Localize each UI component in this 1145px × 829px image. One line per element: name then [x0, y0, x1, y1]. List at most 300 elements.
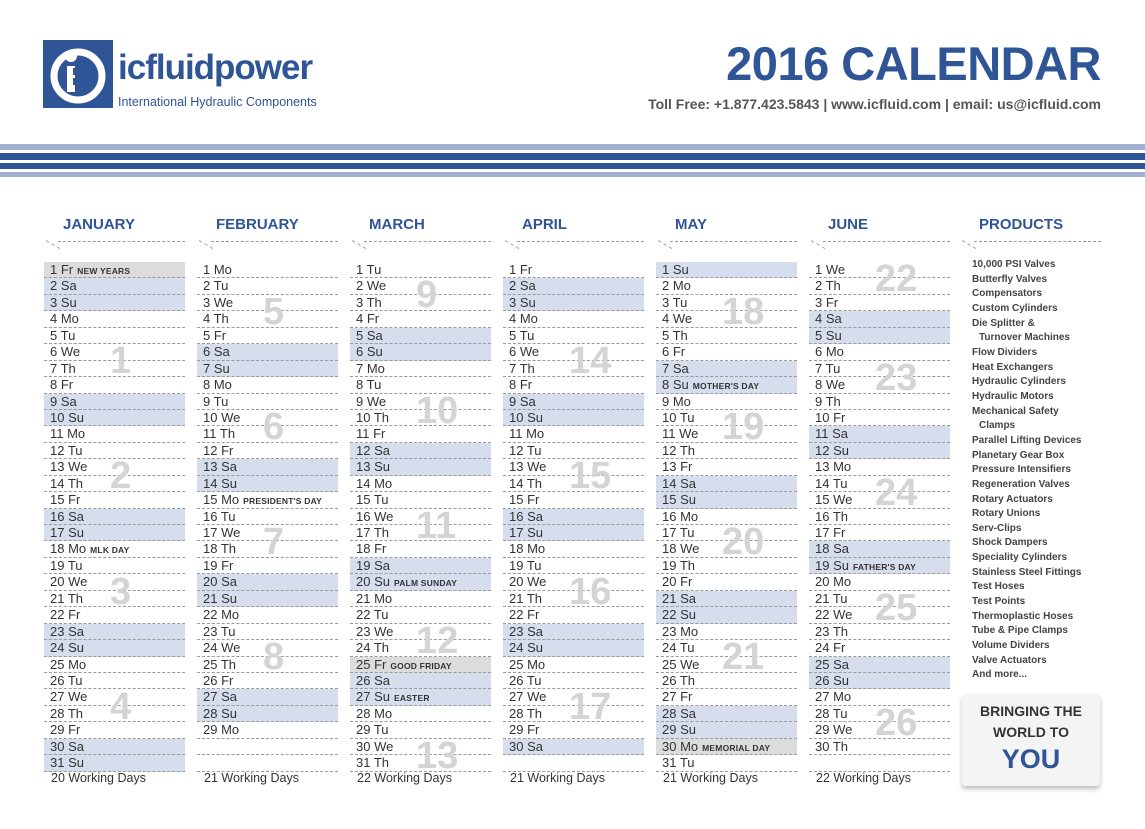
day-row: [350, 739, 491, 755]
day-label: 6 Fr: [662, 344, 686, 360]
day-row: [350, 509, 491, 525]
day-row: [44, 394, 185, 410]
day-row: [44, 361, 185, 377]
day-label: 21 Mo: [356, 590, 393, 606]
day-label: 27 Mo: [815, 689, 852, 705]
holiday-note: GOOD FRIDAY: [390, 660, 452, 671]
week-number: 6: [263, 406, 285, 449]
day-label: 23 Th: [815, 623, 849, 639]
month-heading: JANUARY: [63, 216, 135, 233]
day-label: 21 Sa: [662, 590, 696, 606]
product-item: Planetary Gear Box: [972, 449, 1065, 461]
day-row: [809, 443, 950, 459]
day-row: [656, 410, 797, 426]
product-item: Clamps: [979, 420, 1016, 432]
day-label: 21 Th: [509, 590, 543, 606]
day-label: 11 Sa: [815, 426, 849, 442]
day-label: 11 We: [662, 426, 699, 442]
day-label: 28 Th: [509, 705, 543, 721]
week-number: 19: [722, 406, 765, 449]
day-row: [809, 426, 950, 442]
day-label: 10 Su: [50, 409, 84, 425]
day-label: 17 Tu: [662, 525, 695, 540]
day-label: 12 Fr: [203, 442, 234, 458]
logo-name: icfluidpower: [118, 48, 313, 87]
day-row: [503, 361, 644, 377]
week-number: 14: [569, 340, 612, 383]
week-number: 25: [875, 587, 918, 629]
day-label: 20 Fr: [662, 574, 693, 590]
stripe: [0, 144, 1145, 150]
day-label: 13 We: [50, 459, 88, 475]
day-label: 14 Th: [509, 475, 543, 491]
day-row: [197, 377, 338, 393]
day-row: [656, 377, 797, 393]
day-label: 18 Th: [203, 541, 237, 557]
working-days: 22 Working Days: [816, 771, 911, 785]
day-label: 9 Sa: [509, 393, 536, 409]
day-label: 20 Sa: [203, 574, 237, 590]
day-row: [656, 673, 797, 689]
day-label: 29 Su: [662, 722, 696, 738]
day-label: 10 Su: [509, 409, 543, 425]
day-row: [44, 673, 185, 689]
day-label: 19 Tu: [50, 557, 83, 573]
day-label: 29 We: [815, 722, 853, 738]
product-item: Test Points: [972, 596, 1026, 608]
day-label: 13 Mo: [815, 459, 852, 475]
day-row: [809, 492, 950, 508]
day-row: [656, 607, 797, 623]
day-label: 21 Su: [203, 590, 237, 606]
day-label: 1 Mo: [203, 262, 232, 277]
product-item: Valve Actuators: [972, 654, 1047, 666]
day-row: [503, 657, 644, 673]
day-label: 28 Sa: [662, 705, 696, 721]
product-item: 10,000 PSI Valves: [972, 259, 1056, 270]
day-list: [809, 258, 950, 772]
day-row: [503, 344, 644, 360]
day-label: 22 Fr: [509, 607, 540, 623]
day-row: [44, 311, 185, 327]
day-row: [503, 377, 644, 393]
holiday-note: MOTHER'S DAY: [692, 381, 760, 392]
day-label: 25 Th: [203, 656, 237, 672]
day-label: 27 Fr: [662, 689, 693, 705]
day-label: 4 Th: [203, 311, 229, 327]
product-item: Serv-Clips: [972, 522, 1022, 534]
products-heading: PRODUCTS: [979, 216, 1064, 233]
day-label: 27 We: [50, 689, 88, 705]
day-label: 8 Mo: [203, 377, 232, 393]
day-label: 11 Th: [203, 426, 236, 442]
product-item: Rotary Unions: [972, 508, 1041, 520]
day-row: [44, 722, 185, 738]
day-label: 11 Fr: [356, 426, 386, 442]
day-row: [197, 262, 338, 278]
day-row: [809, 574, 950, 590]
day-row: [503, 574, 644, 590]
day-row: [350, 476, 491, 492]
product-item: Thermoplastic Hoses: [972, 610, 1074, 622]
week-number: 17: [569, 685, 612, 728]
day-label: 5 Fr: [203, 327, 227, 343]
day-label: 5 Sa: [356, 327, 383, 343]
day-row: [656, 640, 797, 656]
day-row: [503, 689, 644, 705]
day-label: 26 Th: [662, 672, 696, 688]
page-title: 2016 CALENDAR: [726, 37, 1101, 90]
day-label: 26 Fr: [203, 672, 234, 688]
product-item: Volume Dividers: [972, 640, 1050, 652]
day-label: 7 Th: [50, 360, 76, 376]
day-label: 18 Fr: [356, 541, 387, 557]
day-row: [44, 295, 185, 311]
day-row: [44, 706, 185, 722]
week-number: 3: [110, 570, 132, 613]
slogan-banner: [962, 694, 1100, 786]
day-row: [809, 739, 950, 755]
day-row: [197, 689, 338, 705]
day-label: 7 Sa: [662, 360, 689, 376]
week-number: 13: [416, 735, 459, 778]
day-row: [197, 410, 338, 426]
day-label: 25 Mo: [50, 656, 87, 672]
day-label: 30 We: [356, 738, 394, 754]
day-label: 30 Mo: [662, 738, 699, 754]
day-row: [197, 295, 338, 311]
day-row: [350, 377, 491, 393]
day-row: [656, 361, 797, 377]
day-label: 13 Fr: [662, 459, 693, 475]
logo-mark: [43, 40, 113, 108]
product-item: Regeneration Valves: [972, 478, 1070, 490]
day-label: 12 Tu: [509, 442, 542, 458]
day-row: [809, 311, 950, 327]
working-days: 21 Working Days: [204, 771, 299, 785]
day-label: 12 Su: [815, 442, 849, 458]
day-row: [656, 689, 797, 705]
month-heading: JUNE: [828, 216, 869, 233]
slogan-line-2: WORLD TO: [993, 724, 1069, 740]
day-label: 15 Su: [662, 492, 696, 508]
day-row: [809, 459, 950, 475]
day-label: 16 Mo: [662, 508, 699, 524]
day-label: 1 Tu: [356, 262, 382, 277]
day-row: [350, 262, 491, 278]
day-label: 3 We: [203, 294, 234, 310]
product-item: Mechanical Safety: [972, 405, 1059, 417]
day-row: [809, 525, 950, 541]
week-number: 15: [569, 455, 612, 498]
heading-rule: [350, 235, 491, 243]
day-row: [350, 755, 491, 771]
product-item: And more...: [972, 669, 1028, 681]
day-label: 3 Tu: [662, 294, 688, 310]
day-row: [503, 640, 644, 656]
slogan-line-3: YOU: [1001, 744, 1061, 774]
day-row: [197, 624, 338, 640]
day-row: [656, 295, 797, 311]
heading-rule: [503, 235, 644, 243]
working-days: 20 Working Days: [51, 771, 146, 785]
week-number: 16: [569, 570, 612, 613]
holiday-note: MEMORIAL DAY: [702, 742, 771, 753]
day-label: 19 Su: [815, 557, 849, 573]
month-heading: APRIL: [522, 216, 567, 233]
day-label: 26 Tu: [509, 672, 542, 688]
week-number: 21: [722, 636, 765, 679]
day-label: 12 Tu: [50, 442, 83, 458]
day-label: 3 Fr: [815, 294, 839, 310]
day-row: [809, 476, 950, 492]
day-label: 15 Fr: [509, 492, 540, 508]
day-row: [350, 657, 491, 673]
day-label: 2 Sa: [509, 278, 536, 294]
week-number: 5: [263, 290, 285, 333]
day-row: [350, 722, 491, 738]
day-label: 6 Mo: [815, 344, 844, 360]
day-row: [503, 459, 644, 475]
day-row: [44, 624, 185, 640]
products-panel: [960, 215, 1101, 681]
day-label: 8 Su: [662, 377, 689, 393]
day-label: 15 Fr: [50, 492, 81, 508]
day-row: [197, 394, 338, 410]
day-row: [197, 640, 338, 656]
day-row: [350, 410, 491, 426]
day-row: [809, 295, 950, 311]
day-label: 19 Fr: [203, 557, 234, 573]
day-label: 13 We: [509, 459, 547, 475]
day-row: [197, 492, 338, 508]
day-label: 27 Su: [356, 689, 390, 705]
day-row: [656, 344, 797, 360]
day-label: 9 Mo: [662, 393, 691, 409]
day-row: [350, 558, 491, 574]
day-label: 29 Fr: [50, 722, 81, 738]
day-row: [656, 492, 797, 508]
month-may: [656, 215, 797, 785]
day-label: 7 Tu: [815, 360, 841, 376]
day-label: 5 Tu: [509, 327, 535, 343]
day-row: [809, 410, 950, 426]
day-label: 15 Tu: [356, 492, 389, 508]
day-label: 24 Su: [509, 640, 543, 656]
day-row: [656, 755, 797, 771]
heading-rule: [960, 235, 1101, 243]
day-row: [503, 262, 644, 278]
day-row: [350, 541, 491, 557]
contact-info: Toll Free: +1.877.423.5843 | www.icfluid.com | email: us@icfluid.com: [648, 96, 1101, 112]
day-row: [656, 541, 797, 557]
week-number: 26: [875, 702, 918, 745]
day-row: [656, 278, 797, 294]
day-label: 7 Th: [509, 360, 535, 376]
day-label: 19 Sa: [356, 557, 390, 573]
day-row: [809, 558, 950, 574]
day-row: [656, 591, 797, 607]
week-number: 8: [263, 636, 285, 679]
day-row: [809, 706, 950, 722]
day-row: [656, 739, 797, 755]
day-label: 24 Su: [50, 640, 84, 656]
day-row: [350, 394, 491, 410]
day-row: [503, 410, 644, 426]
day-row: [656, 657, 797, 673]
day-label: 16 Sa: [50, 508, 84, 524]
day-label: 7 Su: [203, 360, 230, 376]
day-row: [350, 443, 491, 459]
week-number: 9: [416, 274, 438, 317]
day-row: [503, 673, 644, 689]
day-row: [656, 558, 797, 574]
day-row: [656, 262, 797, 278]
day-row: [197, 426, 338, 442]
day-label: 5 Su: [815, 327, 842, 343]
day-label: 16 Th: [815, 508, 849, 524]
week-number: 4: [110, 685, 132, 728]
day-row: [350, 689, 491, 705]
day-row: [809, 328, 950, 344]
stripe: [0, 153, 1145, 160]
day-row: [809, 755, 950, 771]
day-row: [350, 607, 491, 623]
day-label: 10 Th: [356, 409, 390, 425]
day-label: 31 Tu: [662, 755, 695, 771]
day-row: [44, 525, 185, 541]
day-row: [197, 722, 338, 738]
day-label: 6 We: [509, 344, 540, 360]
day-row: [503, 591, 644, 607]
day-row: [503, 492, 644, 508]
day-label: 25 Mo: [509, 656, 546, 672]
day-row: [44, 262, 185, 278]
day-label: 8 Fr: [509, 377, 533, 393]
day-row: [656, 426, 797, 442]
day-row: [44, 476, 185, 492]
day-label: 5 Tu: [50, 327, 76, 343]
day-label: 17 Su: [509, 525, 543, 540]
day-label: 19 Tu: [509, 557, 542, 573]
month-april: [503, 215, 644, 785]
day-label: 30 Th: [815, 738, 849, 754]
header-stripes: [0, 144, 1145, 180]
day-label: 26 Sa: [356, 672, 390, 688]
heading-rule: [197, 235, 338, 243]
day-label: 2 We: [356, 278, 387, 294]
day-label: 24 Tu: [662, 640, 695, 656]
product-item: Speciality Cylinders: [972, 552, 1068, 564]
day-row: [350, 295, 491, 311]
day-row: [503, 525, 644, 541]
day-label: 22 Tu: [356, 607, 389, 623]
day-label: 27 Sa: [203, 689, 237, 705]
day-label: 25 Sa: [815, 656, 849, 672]
day-list: [656, 262, 797, 772]
day-label: 22 We: [815, 607, 853, 623]
day-row: [44, 607, 185, 623]
day-label: 21 Th: [50, 590, 84, 606]
day-row: [503, 739, 644, 755]
day-row: [350, 591, 491, 607]
day-label: 29 Fr: [509, 722, 540, 738]
day-label: 20 Mo: [815, 574, 852, 590]
day-row: [197, 344, 338, 360]
holiday-note: EASTER: [393, 693, 430, 704]
day-label: 24 Th: [356, 640, 390, 656]
day-label: 9 Th: [815, 393, 841, 409]
day-row: [656, 525, 797, 541]
heading-rule: [809, 235, 950, 243]
day-label: 29 Mo: [203, 722, 240, 738]
day-row: [503, 443, 644, 459]
day-label: 18 Mo: [509, 541, 546, 557]
day-row: [809, 689, 950, 705]
day-row: [350, 459, 491, 475]
day-row: [44, 492, 185, 508]
day-row: [44, 426, 185, 442]
day-row: [809, 361, 950, 377]
day-row: [44, 328, 185, 344]
product-item: Shock Dampers: [972, 537, 1048, 549]
product-item: Compensators: [972, 288, 1043, 300]
day-row: [350, 278, 491, 294]
day-row: [350, 361, 491, 377]
day-label: 11 Mo: [50, 426, 86, 442]
products-list: [972, 258, 1082, 683]
day-label: 14 Tu: [815, 475, 848, 491]
day-label: 12 Sa: [356, 442, 390, 458]
day-row: [350, 706, 491, 722]
day-label: 23 Tu: [203, 623, 236, 639]
day-row: [809, 541, 950, 557]
day-label: 3 Th: [356, 294, 382, 310]
holiday-note: MLK DAY: [90, 545, 130, 556]
day-label: 20 We: [509, 574, 547, 590]
holiday-note: NEW YEARS: [77, 266, 131, 276]
day-label: 18 Mo: [50, 541, 87, 557]
day-row: [350, 525, 491, 541]
day-label: 2 Tu: [203, 278, 229, 294]
day-label: 10 Fr: [815, 409, 846, 425]
working-days: 22 Working Days: [357, 771, 452, 785]
day-row: [197, 739, 338, 755]
day-row: [503, 624, 644, 640]
day-row: [44, 410, 185, 426]
day-label: 13 Sa: [203, 459, 237, 475]
day-label: 22 Fr: [50, 607, 81, 623]
day-label: 23 Mo: [662, 623, 699, 639]
product-item: Heat Exchangers: [972, 361, 1054, 373]
day-row: [656, 443, 797, 459]
day-label: 15 Mo: [203, 492, 240, 508]
day-row: [503, 722, 644, 738]
product-item: Butterfly Valves: [972, 273, 1048, 285]
day-row: [350, 574, 491, 590]
holiday-note: PRESIDENT'S DAY: [243, 496, 323, 507]
month-heading: MAY: [675, 216, 707, 233]
day-row: [350, 328, 491, 344]
day-row: [656, 328, 797, 344]
product-item: Test Hoses: [972, 581, 1025, 593]
day-row: [503, 558, 644, 574]
day-label: 23 We: [356, 623, 394, 639]
day-label: 10 We: [203, 409, 241, 425]
day-row: [197, 509, 338, 525]
day-row: [197, 591, 338, 607]
day-row: [44, 755, 185, 771]
